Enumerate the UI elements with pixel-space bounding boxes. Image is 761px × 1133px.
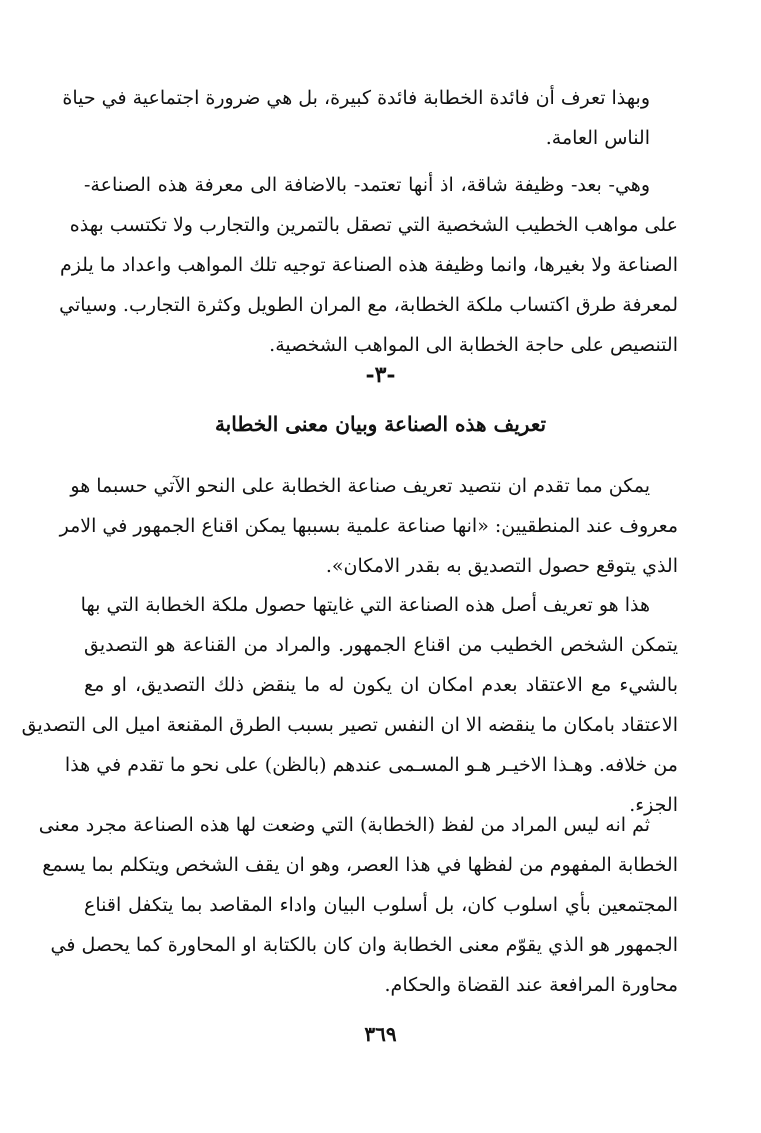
text-line: الناس العامة. xyxy=(545,127,650,149)
paragraph-2 xyxy=(59,165,678,365)
text-line: على مواهب الخطيب الشخصية التي تصقل بالتمرين والتجارب ولا تكتسب بهذه xyxy=(69,214,678,236)
text-line: هذا هو تعريف أصل هذه الصناعة التي غايتها حصول ملكة الخطابة التي بها xyxy=(80,594,650,616)
section-number: -٣- xyxy=(365,362,396,388)
paragraph-3 xyxy=(59,466,678,586)
text-line: الجزء. xyxy=(629,794,678,816)
text-line: التنصيص على حاجة الخطابة الى المواهب الشخصية. xyxy=(269,334,678,356)
section-title: تعريف هذه الصناعة وبيان معنى الخطابة xyxy=(214,412,547,436)
text-line: من خلافه. وهـذا الاخيـر هـو المسـمى عندهم (بالظن) على نحو ما تقدم في هذا xyxy=(64,754,678,776)
text-line: وبهذا تعرف أن فائدة الخطابة فائدة كبيرة، بل هي ضرورة اجتماعية في حياة xyxy=(62,87,650,109)
text-line: محاورة المرافعة عند القضاة والحكام. xyxy=(384,974,678,996)
paragraph-1 xyxy=(62,78,678,158)
text-line: الذي يتوقع حصول التصديق به بقدر الامكان». xyxy=(325,555,678,577)
text-line: الصناعة ولا بغيرها، وانما وظيفة هذه الصناعة توجيه تلك المواهب واعداد ما يلزم xyxy=(59,254,678,276)
text-line: ثم انه ليس المراد من لفظ (الخطابة) التي وضعت لها هذه الصناعة مجرد معنى xyxy=(38,814,650,836)
text-line: المجتمعين بأي اسلوب كان، بل أسلوب البيان واداء المقاصد بما يتكفل اقناع xyxy=(84,894,678,916)
paragraph-5 xyxy=(38,805,678,1005)
text-line: الجمهور هو الذي يقوّم معنى الخطابة وان كان بالكتابة او المحاورة كما يحصل في xyxy=(50,934,678,956)
text-line: يتمكن الشخص الخطيب من اقناع الجمهور. والمراد من القناعة هو التصديق xyxy=(84,634,678,656)
text-line: بالشيء مع الاعتقاد بعدم امكان ان يكون له ما ينقض ذلك التصديق، او مع xyxy=(84,674,678,696)
text-line: الاعتقاد بامكان ما ينقضه الا ان النفس تصير بسبب الطرق المقنعة اميل الى التصديق xyxy=(21,714,678,736)
text-line: يمكن مما تقدم ان نتصيد تعريف صناعة الخطابة على النحو الآتي حسبما هو xyxy=(70,475,650,497)
text-line: الخطابة المفهوم من لفظها في هذا العصر، وهو ان يقف الشخص ويتكلم بما يسمع xyxy=(42,854,678,876)
text-line: وهي- بعد- وظيفة شاقة، اذ أنها تعتمد- بالاضافة الى معرفة هذه الصناعة- xyxy=(84,174,650,196)
text-line: لمعرفة طرق اكتساب ملكة الخطابة، مع المران الطويل وكثرة التجارب. وسياتي xyxy=(59,294,678,316)
text-line: معروف عند المنطقيين: «انها صناعة علمية بسببها يمكن اقناع الجمهور في الامر xyxy=(59,515,678,537)
page-number: ٣٦٩ xyxy=(364,1022,397,1046)
